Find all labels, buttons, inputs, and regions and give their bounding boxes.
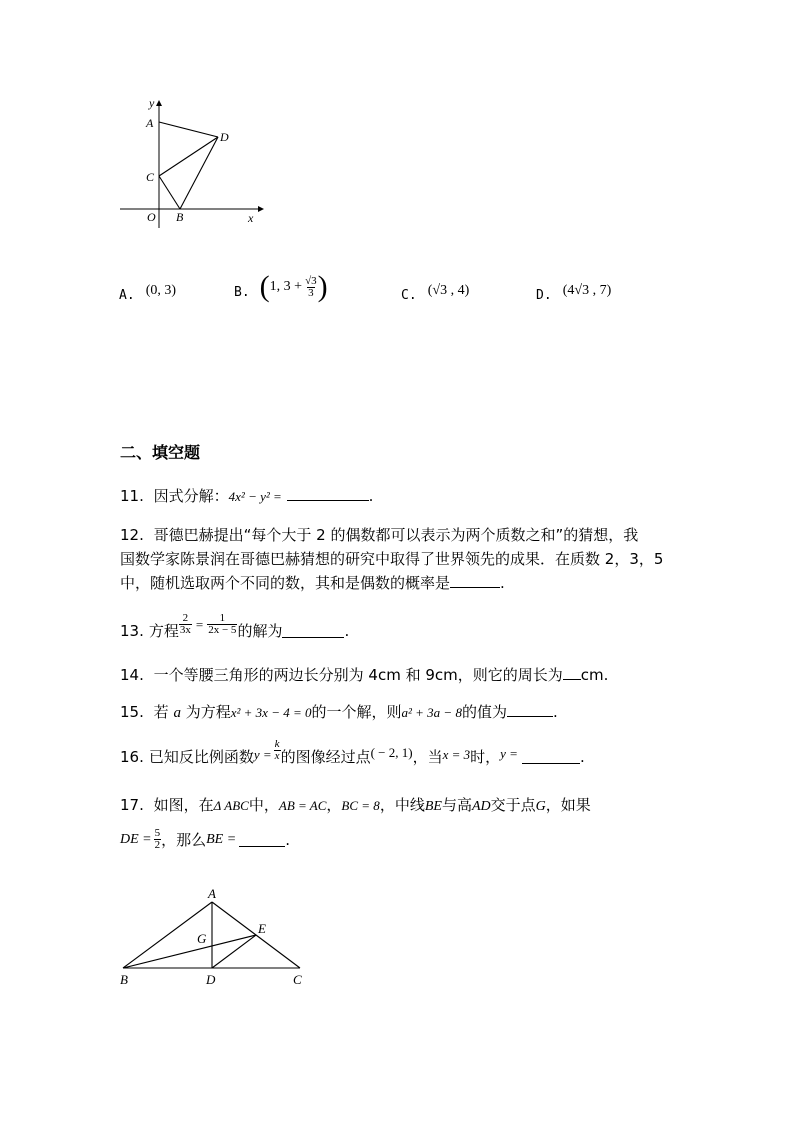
option-d-value: (4√3 , 7) [562, 283, 612, 298]
q12-end: . [500, 574, 505, 592]
q13-f2-num: 1 [219, 612, 226, 624]
q15-text1: 若 [153, 703, 169, 721]
option-b-paren-left: ( [259, 270, 270, 303]
q14-answer-blank[interactable] [563, 665, 581, 680]
q16-answer-blank[interactable] [522, 749, 580, 764]
option-a[interactable] [119, 284, 176, 304]
q16-text1: 已知反比例函数 [148, 747, 254, 766]
q11-number: 11. [120, 487, 144, 505]
q13-f1-den: 3x [179, 624, 191, 636]
q16-text4: 时， [470, 747, 501, 766]
q16-text2: 的图像经过点 [280, 747, 371, 766]
option-a-value: (0, 3) [145, 283, 177, 298]
question-12-line2 [120, 549, 663, 569]
option-d[interactable] [536, 284, 611, 304]
label-b: B [120, 972, 128, 987]
q17-triangle: Δ ABC [213, 798, 249, 813]
label-x: x [248, 211, 254, 225]
q17-be2: BE = [206, 831, 237, 847]
q16-lhs: y = [253, 746, 272, 762]
option-d-label: D. [536, 288, 552, 303]
q16-fraction [274, 739, 281, 762]
label-a: A [208, 886, 216, 901]
section-title: 二、填空题 [120, 443, 201, 462]
q15-text4: 的值为 [461, 703, 507, 721]
option-b-label: B. [234, 285, 250, 300]
q17-number: 17. [120, 796, 144, 814]
q16-end: . [579, 747, 585, 766]
q16-text3: ，当 [412, 747, 443, 766]
q12-answer-blank[interactable] [450, 573, 500, 588]
x-axis-arrow [258, 206, 264, 212]
q12-line1: 哥德巴赫提出“每个大于 2 的偶数都可以表示为两个质数之和”的猜想，我 [153, 526, 639, 544]
q16-f-den: x [274, 750, 280, 762]
option-a-label: A. [119, 288, 135, 303]
q17-cond2: BC = 8 [341, 798, 380, 813]
q15-var: a [173, 705, 181, 721]
q11-text: 因式分解： [153, 487, 229, 505]
q13-text2: 的解为 [237, 621, 283, 640]
q12-line3: 中，随机选取两个不同的数，其和是偶数的概率是 [120, 574, 451, 592]
question-13 [120, 612, 350, 642]
q17-text1: 如图，在 [153, 796, 214, 814]
option-b-frac-den: 3 [308, 286, 314, 299]
q14-number: 14. [120, 666, 144, 684]
segment-db [180, 137, 218, 209]
option-b-frac-num: √3 [305, 274, 317, 287]
q17-de-den: 2 [154, 839, 161, 851]
label-d: D [206, 972, 216, 987]
label-c: C [146, 170, 155, 184]
label-e: E [258, 921, 266, 936]
q17-de-num: 5 [154, 827, 161, 839]
q17-text7: ，那么 [161, 830, 207, 849]
label-y: y [149, 96, 155, 110]
segment-cb [159, 176, 180, 209]
q17-cond1: AB = AC [278, 798, 327, 813]
q12-line2: 国数学家陈景润在哥德巴赫猜想的研究中取得了世界领先的成果．在质数 2，3，5 [120, 550, 664, 568]
q17-de-fraction [154, 828, 162, 851]
label-o: O [147, 210, 156, 224]
label-a: A [146, 116, 154, 130]
q13-f2-den: 2x − 5 [208, 624, 237, 636]
q17-sep: ， [326, 796, 342, 814]
q17-text5: 交于点 [490, 796, 536, 814]
question-16 [120, 738, 585, 768]
q17-answer-blank[interactable] [239, 832, 285, 847]
q15-text3: 的一个解，则 [311, 703, 402, 721]
question-12-line3 [120, 573, 505, 593]
label-b: B [176, 210, 184, 224]
y-axis-arrow [156, 100, 162, 106]
segment-be [123, 935, 256, 968]
q13-number: 13. [120, 621, 144, 640]
option-c[interactable] [401, 284, 469, 304]
q13-fraction-1 [179, 613, 192, 636]
q16-ask: y = [500, 745, 518, 761]
q16-point: ( − 2, 1) [370, 744, 413, 760]
q15-math2: a² + 3a − 8 [401, 705, 462, 720]
q17-text4: 与高 [441, 796, 472, 814]
q14-text: 一个等腰三角形的两边长分别为 4cm 和 9cm，则它的周长为 [153, 666, 563, 684]
question-12 [120, 525, 638, 545]
q17-g: G [535, 799, 546, 814]
question-17 [120, 795, 591, 817]
q17-text3: ，中线 [379, 796, 425, 814]
q11-math: 4x² − y² = [228, 489, 282, 504]
q15-math: x² + 3x − 4 = 0 [230, 705, 312, 720]
question-14 [120, 665, 608, 685]
q16-cond: x = 3 [442, 746, 471, 762]
q13-end: . [344, 621, 350, 640]
label-d: D [220, 130, 229, 144]
figure-coordinate-quadrilateral [112, 92, 272, 232]
q14-unit: cm. [580, 666, 609, 684]
q16-f-num: k [274, 738, 280, 750]
q13-answer-blank[interactable] [282, 623, 344, 638]
q11-end: . [368, 487, 374, 505]
label-g: G [197, 931, 207, 946]
q17-de: DE = [120, 831, 152, 847]
option-c-label: C. [401, 288, 417, 303]
q16-number: 16. [120, 747, 144, 766]
q17-ad: AD [471, 799, 491, 814]
option-b-paren-right: ) [317, 270, 328, 303]
q17-text2: 中， [248, 796, 279, 814]
q17-end: . [285, 830, 290, 849]
segment-dc [159, 137, 218, 176]
q12-number: 12. [120, 526, 144, 544]
q15-answer-blank[interactable] [507, 702, 553, 717]
q17-text6: ，如果 [545, 796, 591, 814]
q13-eq: = [195, 616, 204, 632]
option-b[interactable] [234, 272, 328, 302]
q15-text2: 为方程 [185, 703, 231, 721]
label-c: C [293, 972, 302, 987]
question-11 [120, 486, 373, 507]
question-17-line2 [120, 828, 290, 851]
q17-be: BE [424, 799, 442, 814]
option-c-value: (√3 , 4) [427, 283, 470, 298]
q13-fraction-2 [207, 613, 237, 636]
q11-answer-blank[interactable] [287, 486, 369, 501]
option-b-prefix: 1, 3 + [269, 279, 303, 294]
option-b-fraction [304, 276, 318, 299]
figure-triangle-abc [112, 880, 312, 992]
q15-number: 15. [120, 703, 144, 721]
q15-end: . [552, 703, 558, 721]
q13-text1: 方程 [148, 621, 179, 640]
segment-ad [159, 122, 218, 137]
question-15 [120, 702, 558, 723]
q13-f1-num: 2 [182, 612, 189, 624]
